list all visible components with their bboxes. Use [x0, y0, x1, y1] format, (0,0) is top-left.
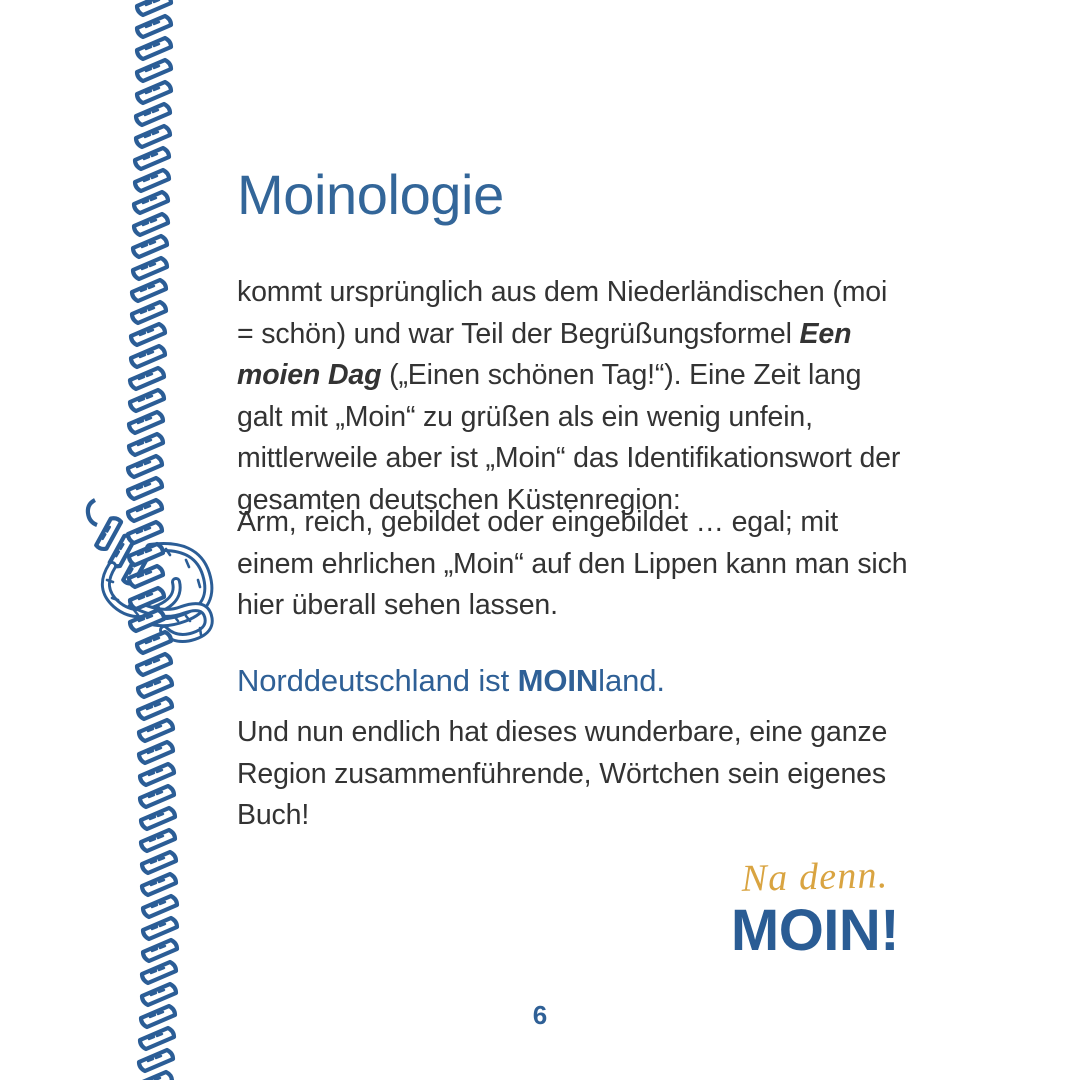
rope-upper-run	[128, 0, 171, 499]
section-heading-strong: MOIN	[517, 663, 599, 698]
signoff-shout-text: MOIN!	[730, 898, 900, 963]
intro-text-part1: kommt ursprünglich aus dem Niederländischen (moi = schön) und war Teil der Begrüßungsformel	[237, 276, 888, 350]
signoff-block	[685, 854, 945, 963]
page-title: Moinologie	[237, 163, 504, 226]
section-heading-tail: land.	[598, 663, 665, 698]
page-number: 6	[532, 1000, 548, 1030]
claim-paragraph: Arm, reich, gebildet oder eingebildet … egal; mit einem ehrlichen „Moin“ auf den Lippen kann man sich hier überall sehen lassen.	[237, 506, 908, 621]
section-heading-lead: Norddeutschland ist	[237, 663, 518, 698]
signoff-script-text: Na denn.	[741, 854, 889, 900]
rope-knot-illustration	[0, 0, 260, 1080]
rope-svg	[0, 0, 260, 1080]
intro-text-part2: („Einen schönen Tag!“). Eine Zeit lang galt mit „Moin“ zu grüßen als ein wenig unfein, mittlerweile aber ist „Moin“ das Identifikationswort der gesamten deutschen Küstenregion:	[237, 359, 901, 516]
intro-paragraph	[237, 272, 909, 521]
intro-emphasis: Een moien Dag	[237, 317, 852, 391]
closing-paragraph: Und nun endlich hat dieses wunderbare, eine ganze Region zusammenführende, Wörtchen sein eigenes Buch!	[237, 716, 888, 831]
rope-knot	[88, 500, 209, 638]
section-heading	[237, 662, 665, 699]
